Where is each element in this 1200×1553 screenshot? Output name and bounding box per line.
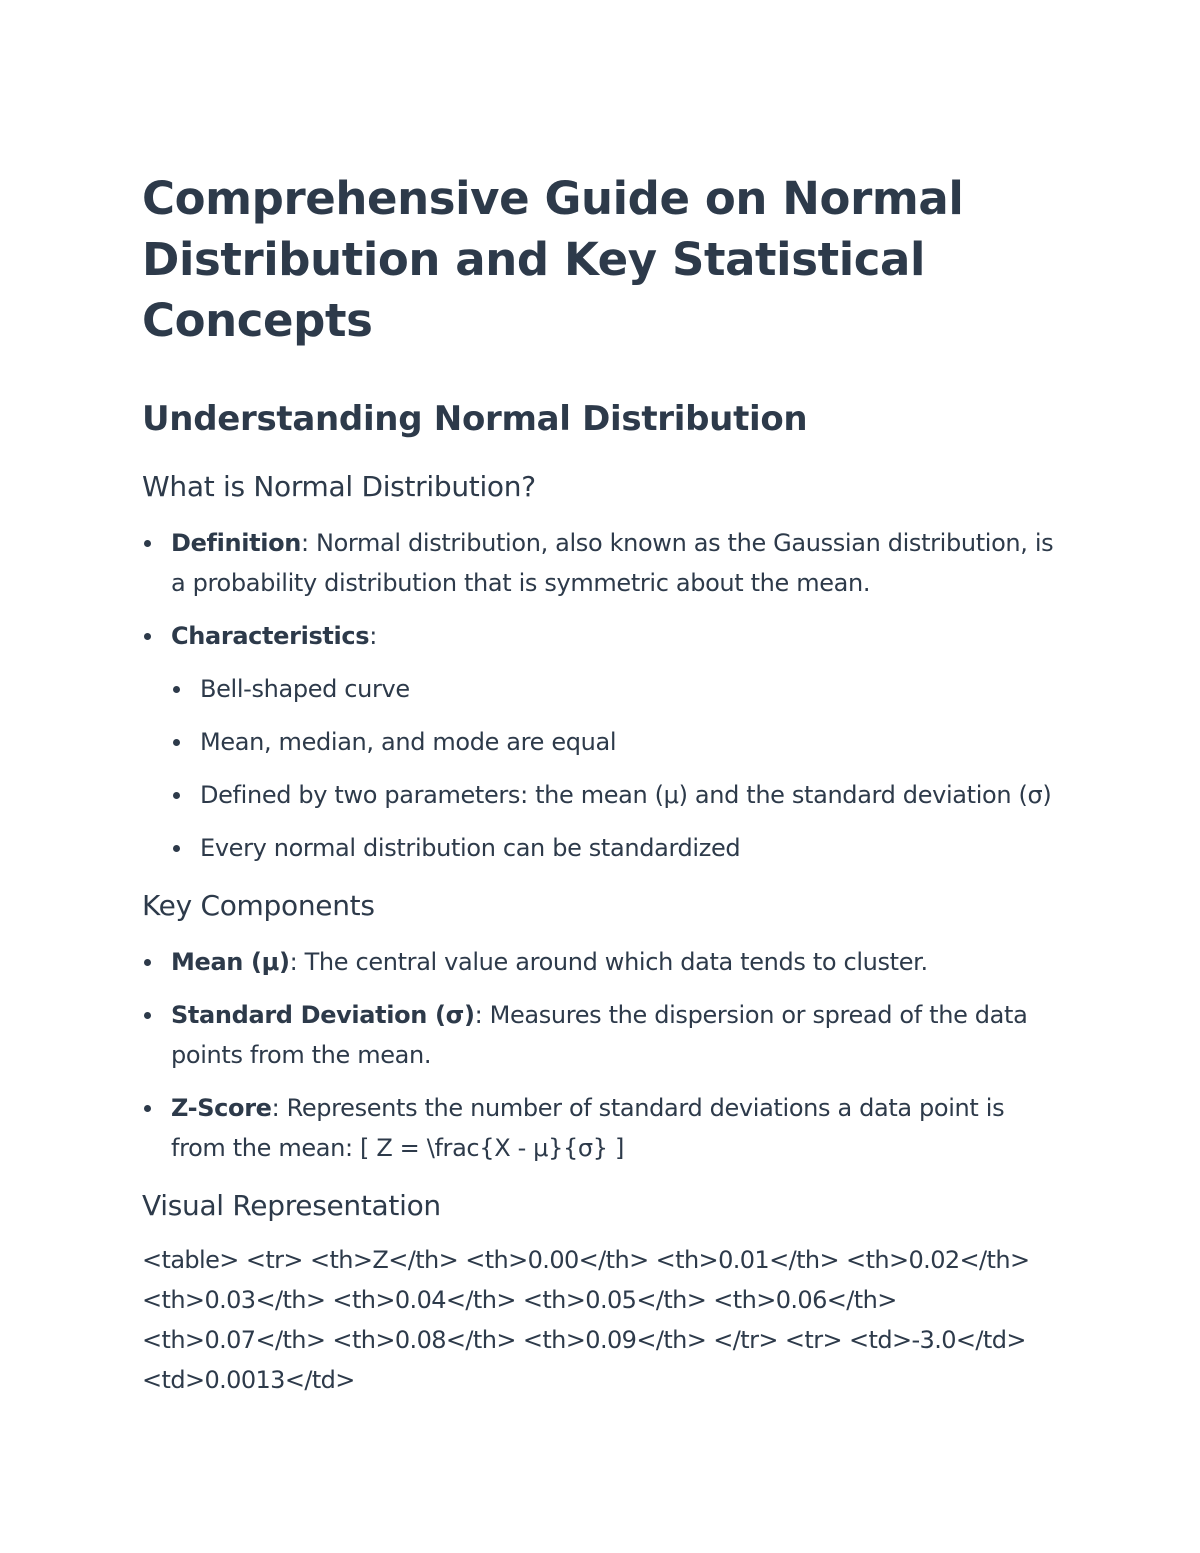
z-score-text: : Represents the number of standard deviations a data point is from the mean: [ Z = \frac{X - μ}{σ} ] [171, 1094, 1005, 1162]
mean-label: Mean (μ) [171, 948, 290, 976]
document-page [142, 168, 1062, 1400]
list-item-z-score [142, 1088, 1062, 1168]
list-item: Every normal distribution can be standardized [171, 828, 1062, 868]
characteristics-list [171, 669, 1062, 868]
key-components-list [142, 942, 1062, 1168]
list-item-characteristics [142, 616, 1062, 868]
mean-text: : The central value around which data tends to cluster. [289, 948, 928, 976]
section-heading: Understanding Normal Distribution [142, 399, 808, 439]
z-score-label: Z-Score [171, 1094, 272, 1122]
subsection-heading-key-components: Key Components [142, 889, 375, 922]
definition-label: Definition [171, 529, 301, 557]
standard-deviation-label: Standard Deviation (σ) [171, 1001, 475, 1029]
document-title: Comprehensive Guide on Normal Distribution and Key Statistical Concepts [142, 172, 964, 347]
definition-text: : Normal distribution, also known as the Gaussian distribution, is a probability distribution that is symmetric about the mean. [171, 529, 1054, 597]
standard-deviation-text: : Measures the dispersion or spread of the data points from the mean. [171, 1001, 1028, 1069]
list-item: Bell-shaped curve [171, 669, 1062, 709]
list-item: Defined by two parameters: the mean (μ) and the standard deviation (σ) [171, 775, 1062, 815]
raw-table-markup-text: <table> <tr> <th>Z</th> <th>0.00</th> <th>0.01</th> <th>0.02</th> <th>0.03</th> <th>0.04</th> <th>0.05</th> <th>0.06</th> <th>0.07</th> <th>0.08</th> <th>0.09</th> </tr> <tr> <td>-3.0</td> <td>0.0013</td> [142, 1246, 1030, 1394]
list-item: Mean, median, and mode are equal [171, 722, 1062, 762]
what-is-list [142, 523, 1062, 868]
subsection-heading-what-is: What is Normal Distribution? [142, 470, 536, 503]
list-item-standard-deviation [142, 995, 1062, 1075]
characteristics-label: Characteristics [171, 622, 370, 650]
list-item-mean [142, 942, 1062, 982]
characteristics-suffix: : [369, 622, 377, 650]
list-item-definition [142, 523, 1062, 603]
subsection-heading-visual: Visual Representation [142, 1189, 441, 1222]
